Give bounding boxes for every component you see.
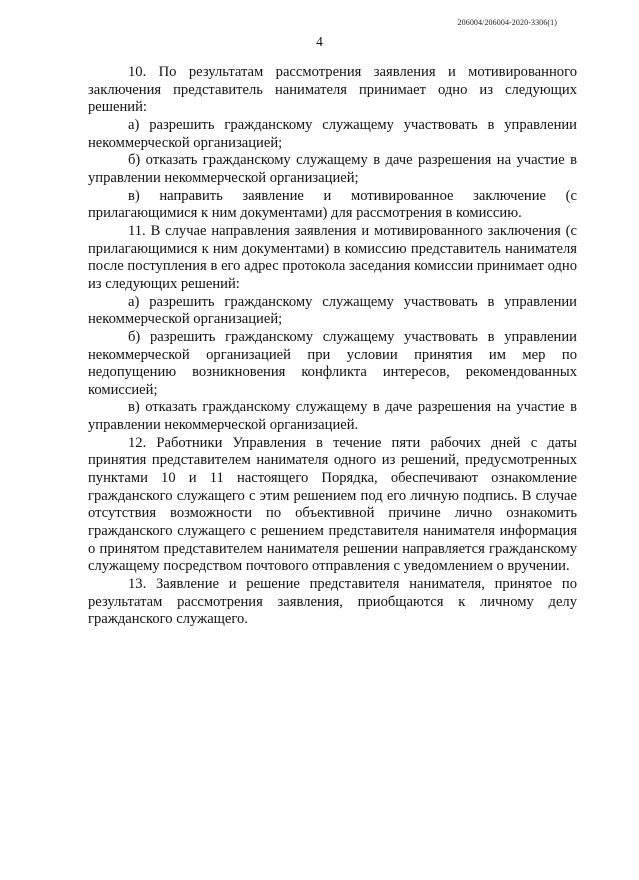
paragraph-10: 10. По результатам рассмотрения заявления и мотивированного заключения представитель нанимателя принимает одно из следующих решений: xyxy=(88,64,577,116)
paragraph-11-a: а) разрешить гражданскому служащему участвовать в управлении некоммерческой организацией; xyxy=(88,293,577,328)
page-number: 4 xyxy=(316,34,323,49)
paragraph-11-c: в) отказать гражданскому служащему в даче разрешения на участие в управлении некоммерческой организацией. xyxy=(88,399,577,434)
paragraph-13: 13. Заявление и решение представителя нанимателя, принятое по результатам рассмотрения заявления, приобщаются к личному делу гражданского служащего. xyxy=(88,576,577,628)
paragraph-10-c: в) направить заявление и мотивированное заключение (с прилагающимися к ним документами) для рассмотрения в комиссию. xyxy=(88,187,577,222)
paragraph-12: 12. Работники Управления в течение пяти рабочих дней с даты принятия представителем нанимателя одного из решений, предусмотренных пунктами 10 и 11 настоящего Порядка, обеспечивают ознакомление гражданского служащего с этим решением под его личную подпись. В случае отсутствия возможности по объективной причине лично ознакомить гражданского служащего с решением представителя нанимателя информация о принятом представителем нанимателя решении направляется гражданскому служащему посредством почтового отправления с уведомлением о вручении. xyxy=(88,434,577,575)
paragraph-10-b: б) отказать гражданскому служащему в даче разрешения на участие в управлении некоммерческой организацией; xyxy=(88,152,577,186)
document-id: 206004/206004-2020-3306(1) xyxy=(457,18,557,27)
paragraph-10-a: а) разрешить гражданскому служащему участвовать в управлении некоммерческой организацией; xyxy=(88,116,577,151)
document-body xyxy=(88,64,577,629)
paragraph-11: 11. В случае направления заявления и мотивированного заключения (с прилагающимися к ним документами) в комиссию представитель нанимателя после поступления в его адрес протокола заседания комиссии принимает одно из следующих решений: xyxy=(88,222,577,292)
paragraph-11-b: б) разрешить гражданскому служащему участвовать в управлении некоммерческой организацией при условии принятия им мер по недопущению возникновения конфликта интересов, рекомендованных комиссией; xyxy=(88,328,577,398)
